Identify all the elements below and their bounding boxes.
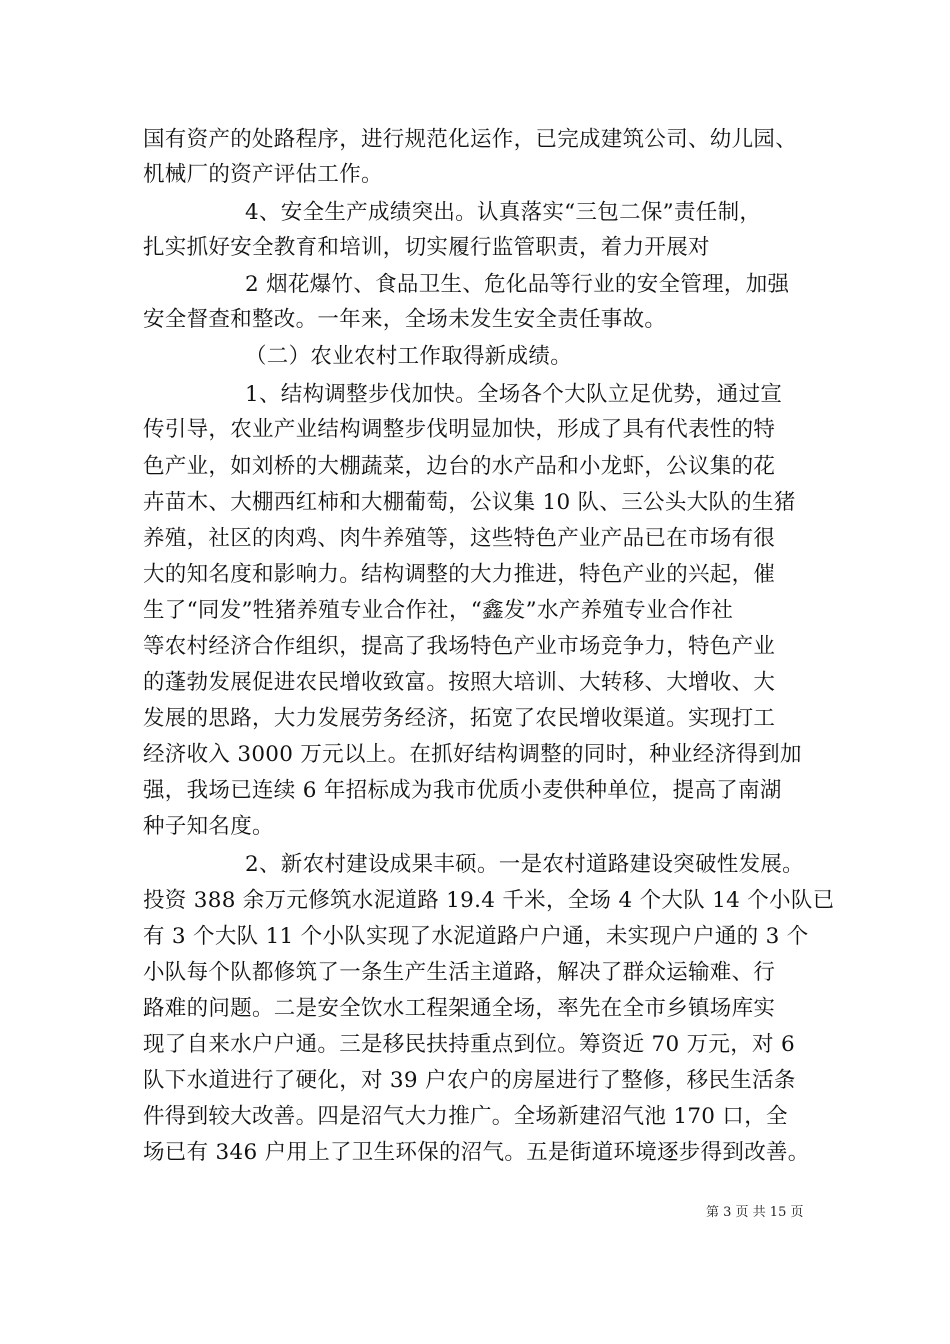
- text-line-12: 养殖，社区的肉鸡、肉牛养殖等，这些特色产业产品已在市场有很: [143, 526, 776, 551]
- text-line-21: 2、新农村建设成果丰硕。一是农村道路建设突破性发展。: [245, 852, 804, 877]
- text-line-18: 经济收入 3000 万元以上。在抓好结构调整的同时，种业经济得到加: [143, 742, 802, 767]
- text-line-19: 强，我场已连续 6 年招标成为我市优质小麦供种单位，提高了南湖: [143, 778, 782, 803]
- text-line-14: 生了“同发”牲猪养殖专业合作社，“鑫发”水产养殖专业合作社: [143, 598, 734, 623]
- text-line-23: 有 3 个大队 11 个小队实现了水泥道路户户通，未实现户户通的 3 个: [143, 924, 809, 949]
- page-number-footer: 第 3 页 共 15 页: [706, 1205, 804, 1220]
- text-line-24: 小队每个队都修筑了一条生产生活主道路，解决了群众运输难、行: [143, 960, 776, 985]
- text-line-5: 2 烟花爆竹、食品卫生、危化品等行业的安全管理，加强: [245, 272, 790, 297]
- text-line-9: 传引导，农业产业结构调整步伐明显加快，形成了具有代表性的特: [143, 417, 776, 442]
- text-line-2: 机械厂的资产评估工作。: [143, 162, 383, 187]
- section-heading: （二）农业农村工作取得新成绩。: [245, 344, 573, 369]
- text-line-3: 4、安全生产成绩突出。认真落实“三包二保”责任制，: [245, 200, 762, 225]
- text-line-16: 的蓬勃发展促进农民增收致富。按照大培训、大转移、大增收、大: [143, 670, 776, 695]
- text-line-26: 现了自来水户户通。三是移民扶持重点到位。筹资近 70 万元，对 6: [143, 1032, 795, 1057]
- text-line-8: 1、结构调整步伐加快。全场各个大队立足优势，通过宣: [245, 382, 783, 407]
- text-line-4: 扎实抓好安全教育和培训，切实履行监管职责，着力开展对: [143, 235, 710, 260]
- text-line-29: 场已有 346 户用上了卫生环保的沼气。五是街道环境逐步得到改善。: [143, 1140, 810, 1165]
- text-line-13: 大的知名度和影响力。结构调整的大力推进，特色产业的兴起，催: [143, 562, 776, 587]
- text-line-6: 安全督查和整改。一年来，全场未发生安全责任事故。: [143, 307, 667, 332]
- text-line-27: 队下水道进行了硬化，对 39 户农户的房屋进行了整修，移民生活条: [143, 1068, 796, 1093]
- text-line-17: 发展的思路，大力发展劳务经济，拓宽了农民增收渠道。实现打工: [143, 706, 776, 731]
- text-line-10: 色产业，如刘桥的大棚蔬菜，边台的水产品和小龙虾，公议集的花: [143, 454, 776, 479]
- text-line-25: 路难的问题。二是安全饮水工程架通全场，率先在全市乡镇场库实: [143, 996, 776, 1021]
- text-line-11: 卉苗木、大棚西红柿和大棚葡萄，公议集 10 队、三公头大队的生猪: [143, 490, 796, 515]
- text-line-1: 国有资产的处路程序，进行规范化运作，已完成建筑公司、幼儿园、: [143, 127, 798, 152]
- text-line-20: 种子知名度。: [143, 814, 274, 839]
- text-line-15: 等农村经济合作组织，提高了我场特色产业市场竞争力，特色产业: [143, 634, 776, 659]
- text-line-28: 件得到较大改善。四是沼气大力推广。全场新建沼气池 170 口，全: [143, 1104, 788, 1129]
- text-line-22: 投资 388 余万元修筑水泥道路 19.4 千米，全场 4 个大队 14 个小队已: [143, 888, 835, 913]
